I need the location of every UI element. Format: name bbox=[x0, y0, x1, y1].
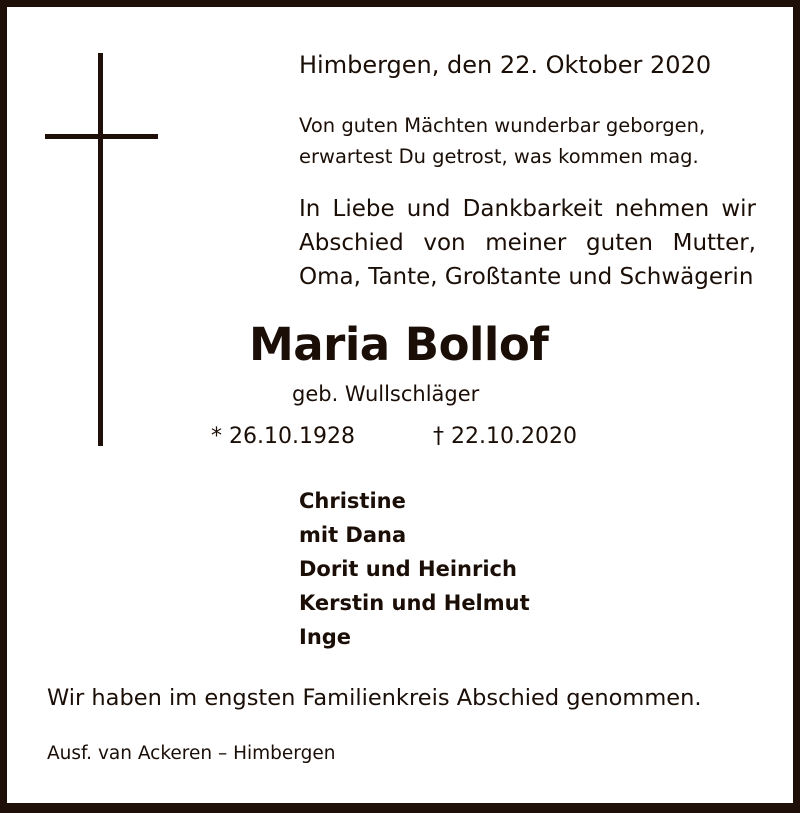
farewell-line: In Liebe und Dankbarkeit nehmen wir bbox=[299, 196, 756, 222]
birth-date: * 26.10.1928 bbox=[211, 424, 355, 449]
mourner: Kerstin und Helmut bbox=[299, 591, 530, 615]
undertaker-credit: Ausf. van Ackeren – Himbergen bbox=[47, 743, 336, 764]
farewell-text bbox=[299, 192, 756, 294]
mourner: Dorit und Heinrich bbox=[299, 557, 517, 581]
maiden-name: geb. Wullschläger bbox=[292, 382, 480, 406]
death-date: † 22.10.2020 bbox=[433, 424, 577, 449]
mourner: Inge bbox=[299, 625, 352, 649]
deceased-name: Maria Bollof bbox=[249, 318, 549, 371]
verse-line: Von guten Mächten wunderbar geborgen, bbox=[299, 114, 706, 137]
verse bbox=[299, 110, 705, 172]
farewell-line: Oma, Tante, Großtante und Schwägerin bbox=[299, 264, 754, 290]
mourner: mit Dana bbox=[299, 523, 407, 547]
place-date: Himbergen, den 22. Oktober 2020 bbox=[299, 51, 712, 79]
cross-vertical-bar bbox=[98, 53, 103, 446]
closing-statement: Wir haben im engsten Familienkreis Abschied genommen. bbox=[47, 685, 702, 711]
farewell-line: Abschied von meiner guten Mutter, bbox=[299, 230, 756, 256]
verse-line: erwartest Du getrost, was kommen mag. bbox=[299, 145, 699, 168]
cross-horizontal-bar bbox=[45, 134, 158, 139]
mourner: Christine bbox=[299, 489, 406, 513]
mourners-list bbox=[299, 484, 530, 654]
